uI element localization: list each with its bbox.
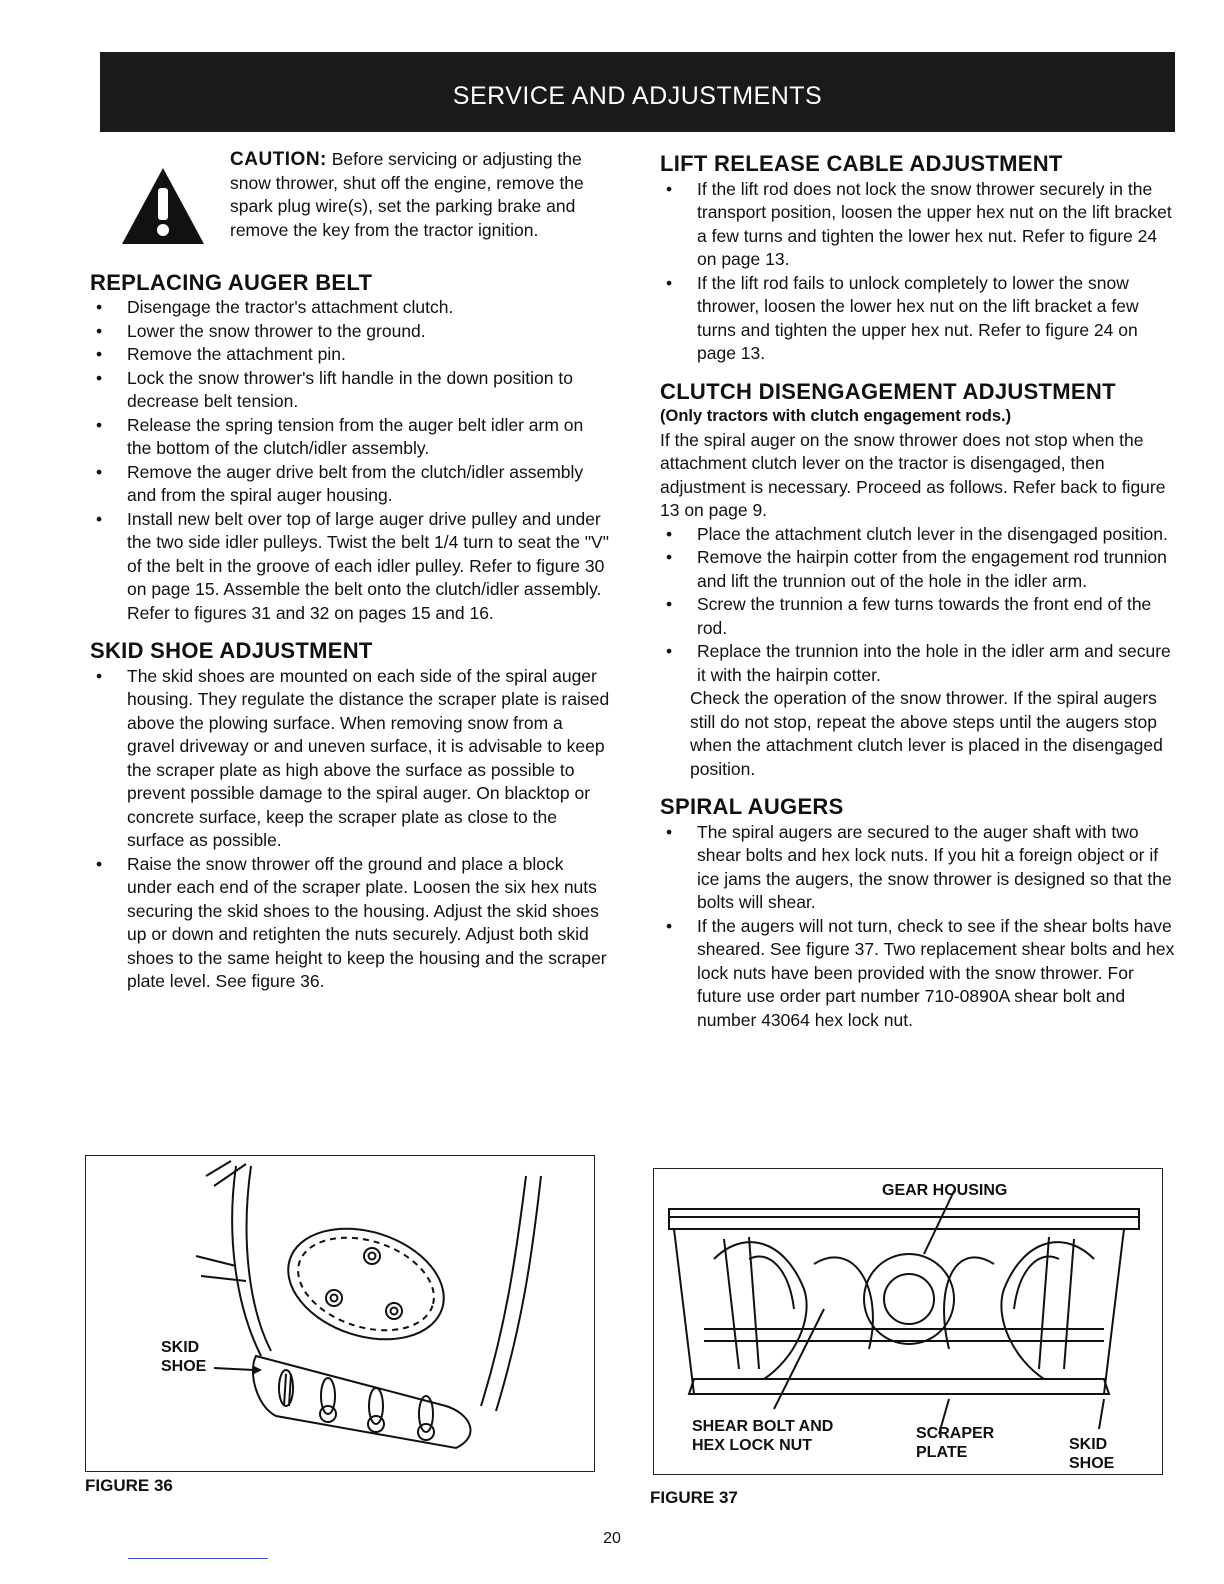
list-item: • The spiral augers are secured to the auger shaft with two shear bolts and hex lock nuts. If you hit a foreign object or if ice jams the augers, the snow thrower is designed so that the bolts will shear. xyxy=(660,821,1175,915)
list-item: • Disengage the tractor's attachment clutch. xyxy=(90,296,610,320)
list-item: • Lock the snow thrower's lift handle in the down position to decrease belt tension. xyxy=(90,367,610,414)
skid-shoe-heading: SKID SHOE ADJUSTMENT xyxy=(90,638,373,663)
skid-shoe-label: SKID SHOE xyxy=(161,1339,207,1375)
list-item: • Remove the auger drive belt from the clutch/idler assembly and from the spiral auger housing. xyxy=(90,461,610,508)
replacing-auger-belt-section xyxy=(90,271,610,626)
list-item: • Release the spring tension from the auger belt idler arm on the bottom of the clutch/idler assembly. xyxy=(90,414,610,461)
auger-belt-list xyxy=(90,296,610,625)
list-item: • If the lift rod fails to unlock completely to lower the snow thrower, loosen the lower hex nut on the lift bracket a few turns and tighten the upper hex nut. Refer to figure 24 on page 13. xyxy=(660,272,1175,366)
skid-shoe-illustration xyxy=(86,1156,594,1471)
caution-text xyxy=(230,148,610,253)
list-item: • Remove the hairpin cotter from the engagement rod trunnion and lift the trunnion out of the hole in the idler arm. xyxy=(660,546,1175,593)
clutch-closing: Check the operation of the snow thrower. If the spiral augers still do not stop, repeat the above steps until the augers stop when the attachment clutch lever is placed in the disengaged position. xyxy=(690,688,1163,779)
scraper-plate-label: SCRAPER PLATE xyxy=(916,1425,995,1461)
lift-release-section xyxy=(660,152,1175,366)
figure-37-box xyxy=(653,1168,1163,1475)
lift-release-list xyxy=(660,178,1175,366)
list-item: • Remove the attachment pin. xyxy=(90,343,610,367)
left-column xyxy=(90,148,610,1008)
replacing-auger-belt-heading: REPLACING AUGER BELT xyxy=(90,269,373,295)
spiral-augers-heading: SPIRAL AUGERS xyxy=(660,794,844,819)
right-column xyxy=(660,152,1175,1046)
skid-shoe-list xyxy=(90,665,610,994)
clutch-heading: CLUTCH DISENGAGEMENT ADJUSTMENT xyxy=(660,378,1116,404)
skid-shoe-label: SKID SHOE xyxy=(1069,1436,1115,1472)
clutch-list xyxy=(660,523,1175,688)
list-item: • Install new belt over top of large auger drive pulley and under the two side idler pulleys. Twist the belt 1/4 turn to seat the "V" of the belt in the groove of each idler pulley. Refer to figure 30 on page 15. Assemble the belt onto the clutch/idler assembly. Refer to figures 31 and 32 on pages 15 and 16. xyxy=(90,508,610,626)
list-item: • Replace the trunnion into the hole in the idler arm and secure it with the hairpin cotter. xyxy=(660,640,1175,687)
caution-label: CAUTION: xyxy=(230,149,327,170)
figure-37-caption: FIGURE 37 xyxy=(650,1488,738,1507)
figure-36-box xyxy=(85,1155,595,1472)
spiral-augers-section xyxy=(660,795,1175,1032)
spiral-augers-list xyxy=(660,821,1175,1033)
caution-block xyxy=(90,148,610,253)
list-item: • Lower the snow thrower to the ground. xyxy=(90,320,610,344)
clutch-intro: If the spiral auger on the snow thrower does not stop when the attachment clutch lever on the tractor is disengaged, then adjustment is necessary. Proceed as follows. Refer back to figure 13 on page 9. xyxy=(660,429,1166,520)
lift-release-heading: LIFT RELEASE CABLE ADJUSTMENT xyxy=(660,151,1063,176)
list-item: • If the augers will not turn, check to see if the shear bolts have sheared. See figure 37. Two replacement shear bolts and hex lock nuts have been provided with the snow thrower. For future use order part number 710-0890A shear bolt and number 43064 hex lock nut. xyxy=(660,915,1175,1033)
list-item: • Screw the trunnion a few turns towards the front end of the rod. xyxy=(660,593,1175,640)
section-banner xyxy=(100,52,1175,132)
page-number: 20 xyxy=(603,1530,621,1547)
list-item: • The skid shoes are mounted on each side of the spiral auger housing. They regulate the distance the scraper plate is raised above the plowing surface. When removing snow from a gravel driveway or and uneven surface, it is advisable to keep the scraper plate as high above the surface as possible to prevent possible damage to the spiral auger. On blacktop or concrete surface, keep the scraper plate as close to the surface as possible. xyxy=(90,665,610,853)
list-item: • If the lift rod does not lock the snow thrower securely in the transport position, loosen the upper hex nut on the lift bracket a few turns and tighten the lower hex nut. Refer to figure 24 on page 13. xyxy=(660,178,1175,272)
clutch-section xyxy=(660,380,1175,782)
banner-title: SERVICE AND ADJUSTMENTS xyxy=(452,81,823,110)
figure-36-caption: FIGURE 36 xyxy=(85,1476,173,1495)
shear-bolt-label: SHEAR BOLT AND HEX LOCK NUT xyxy=(692,1418,834,1454)
list-item: • Raise the snow thrower off the ground and place a block under each end of the scraper plate. Loosen the six hex nuts securing the skid shoes to the housing. Adjust the skid shoes up or down and retighten the nuts securely. Adjust both skid shoes to the same height to keep the housing and the scraper plate level. See figure 36. xyxy=(90,853,610,994)
skid-shoe-section xyxy=(90,639,610,994)
list-item: • Place the attachment clutch lever in the disengaged position. xyxy=(660,523,1175,547)
divider xyxy=(128,1558,268,1559)
gear-housing-label: GEAR HOUSING xyxy=(882,1182,1008,1199)
warning-triangle-icon xyxy=(120,148,230,253)
clutch-subheading: (Only tractors with clutch engagement rods.) xyxy=(660,407,1012,425)
caution-body: Before servicing or adjusting the snow thrower, shut off the engine, remove the spark plug wire(s), set the parking brake and remove the key from the tractor ignition. xyxy=(230,149,584,240)
